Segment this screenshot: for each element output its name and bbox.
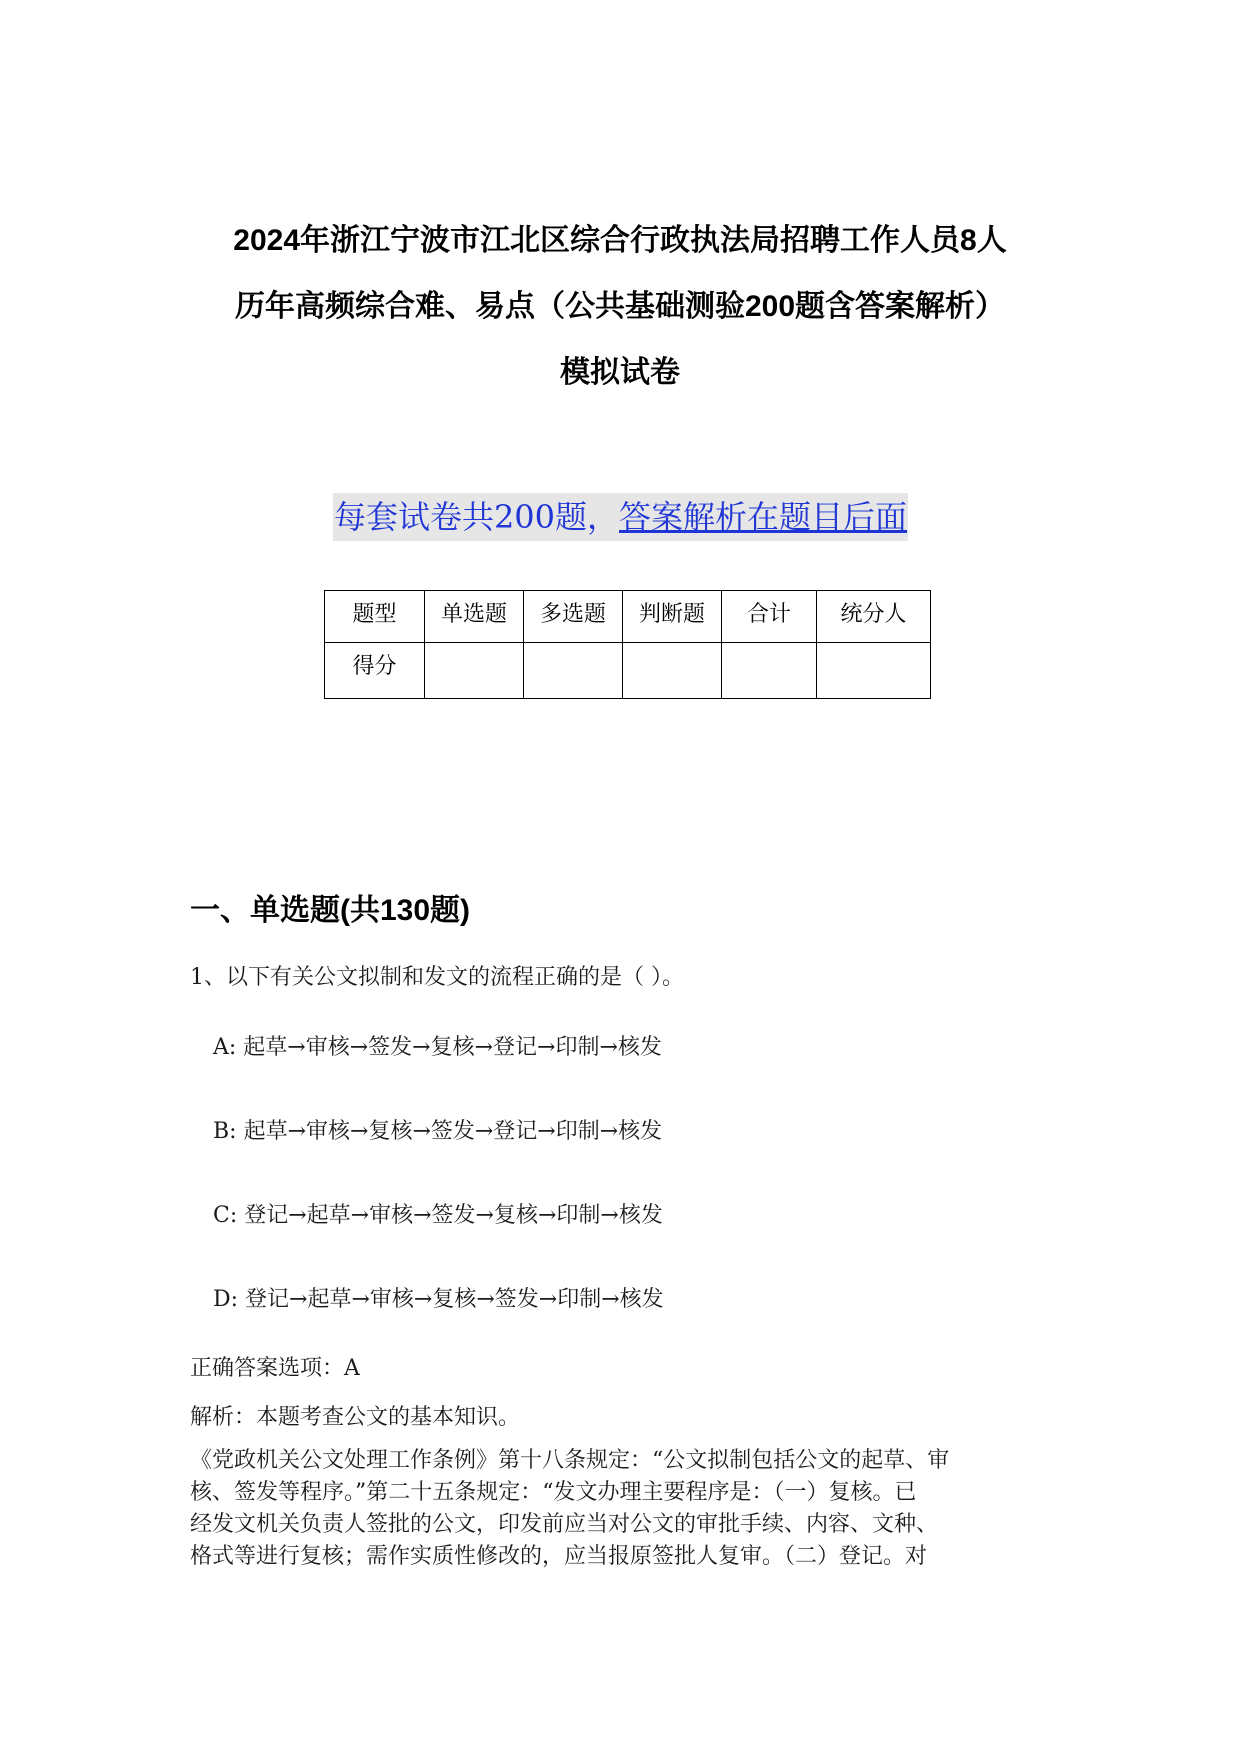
header-cell-scorer: 统分人 (817, 591, 931, 643)
title-line-2: 历年高频综合难、易点（公共基础测验200题含答案解析） (234, 290, 1006, 323)
header-cell-true-false: 判断题 (623, 591, 722, 643)
analysis-paragraph (190, 1445, 1080, 1573)
score-cell-total (722, 643, 817, 699)
score-table-score-row (325, 643, 931, 699)
header-cell-type: 题型 (325, 591, 425, 643)
title-line-1: 2024年浙江宁波市江北区综合行政执法局招聘工作人员8人 (233, 224, 1007, 257)
analysis-heading: 解析：本题考查公文的基本知识。 (190, 1405, 521, 1430)
header-cell-multiple-choice: 多选题 (524, 591, 623, 643)
correct-answer: 正确答案选项：A (190, 1356, 360, 1381)
option-d: D: 登记→起草→审核→复核→签发→印制→核发 (213, 1287, 664, 1312)
title-line-3: 模拟试卷 (560, 356, 680, 389)
section-title: 一、单选题(共130题) (190, 894, 471, 927)
analysis-line-3: 经发文机关负责人签批的公文，印发前应当对公文的审批手续、内容、文种、 (190, 1512, 939, 1537)
subtitle (333, 493, 908, 541)
header-cell-single-choice: 单选题 (425, 591, 524, 643)
analysis-line-2: 核、签发等程序。”第二十五条规定：“发文办理主要程序是：（一）复核。已 (190, 1480, 917, 1505)
document-title (150, 208, 1090, 406)
score-cell-true-false (623, 643, 722, 699)
score-cell-scorer (817, 643, 931, 699)
header-cell-total: 合计 (722, 591, 817, 643)
score-cell-multiple-choice (524, 643, 623, 699)
score-cell-single-choice (425, 643, 524, 699)
option-c: C: 登记→起草→审核→签发→复核→印制→核发 (213, 1203, 663, 1228)
subtitle-link[interactable]: 答案解析在题目后面 (619, 498, 908, 536)
analysis-line-1: 《党政机关公文处理工作条例》第十八条规定：“公文拟制包括公文的起草、审 (190, 1448, 950, 1473)
analysis-line-4: 格式等进行复核；需作实质性修改的，应当报原签批人复审。（二）登记。对 (190, 1544, 928, 1569)
option-a: A: 起草→审核→签发→复核→登记→印制→核发 (213, 1035, 662, 1060)
score-table (324, 590, 931, 699)
subtitle-container (0, 493, 1241, 541)
score-table-header-row (325, 591, 931, 643)
question-stem: 1、以下有关公文拟制和发文的流程正确的是（ ）。 (190, 965, 684, 990)
score-row-label: 得分 (325, 643, 425, 699)
option-b: B: 起草→审核→复核→签发→登记→印制→核发 (213, 1119, 663, 1144)
subtitle-text: 每套试卷共200题， (333, 498, 620, 536)
